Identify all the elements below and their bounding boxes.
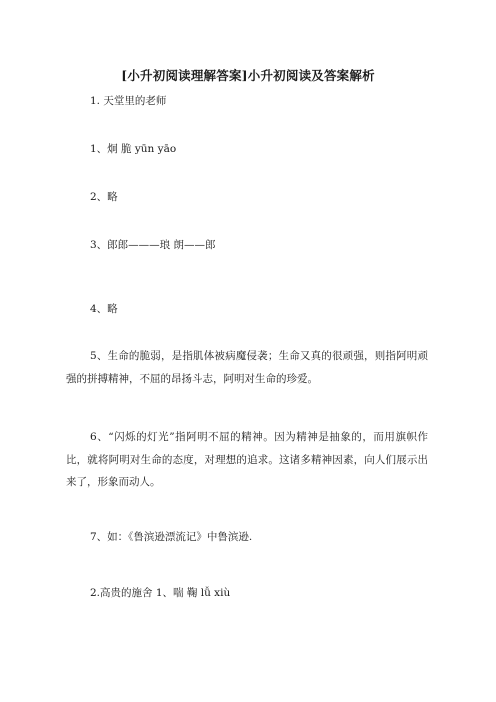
answer-7: 7、如：《鲁滨逊漂流记》中鲁滨逊. bbox=[90, 531, 253, 543]
answer-6: 6、“闪烁的灯光”指阿明不屈的精神。因为精神是抽象的，而用旗帜作比，就将阿明对生命的态度，对理想的追求。这诸多精神因素，向人们展示出来了，形象而动人。 bbox=[66, 431, 428, 488]
answer-1: 1、炯 脆 yūn yāo bbox=[90, 143, 177, 155]
answer-3: 3、郎郎———琅 朗——郎 bbox=[90, 239, 216, 251]
section-heading-2: 2.高贵的施舍 1、喘 鞠 lǚ xiù bbox=[90, 587, 231, 599]
document-title: [小升初阅读理解答案]小升初阅读及答案解析 bbox=[121, 68, 375, 83]
answer-2: 2、略 bbox=[90, 191, 118, 203]
section-heading-1: 1. 天堂里的老师 bbox=[90, 95, 167, 107]
answer-5: 5、生命的脆弱，是指肌体被病魔侵袭；生命又真的很顽强，则指阿明顽强的拼搏精神，不屈的昂扬斗志，阿明对生命的珍爱。 bbox=[66, 350, 428, 385]
answer-4: 4、略 bbox=[90, 303, 118, 315]
